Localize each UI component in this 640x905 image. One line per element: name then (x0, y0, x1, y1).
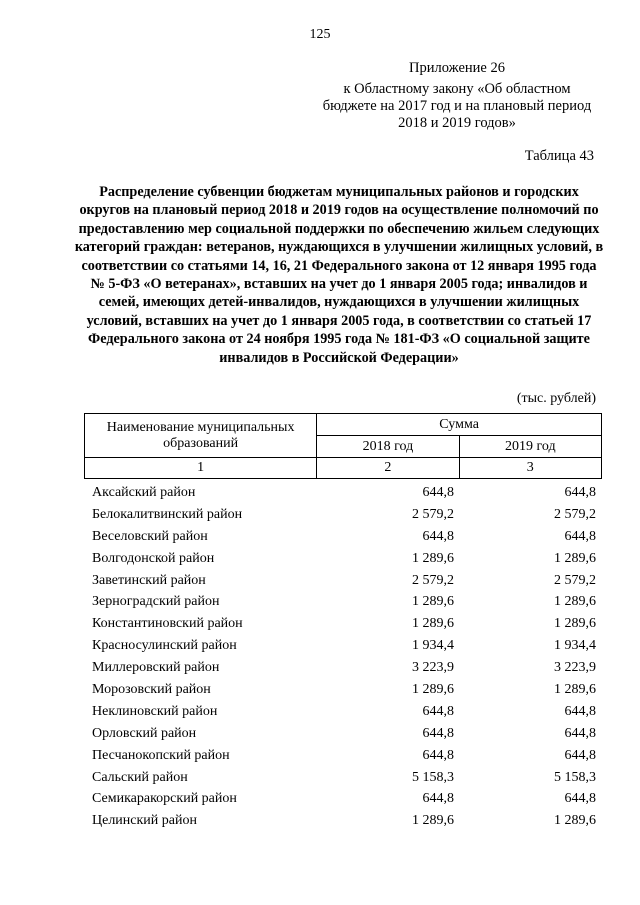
value-2018: 2 579,2 (412, 572, 454, 588)
table-row (84, 701, 602, 723)
value-2019: 644,8 (564, 528, 596, 544)
column-header-sum: Сумма (317, 414, 602, 436)
value-2019: 1 934,4 (554, 638, 596, 654)
district-name: Семикаракорский район (92, 791, 237, 807)
column-number-3: 3 (459, 458, 601, 479)
table-row (84, 788, 602, 810)
document-heading: Распределение субвенции бюджетам муниципальных районов и городских округов на плановый период 2018 и 2019 годов на осуществление полномочий по предоставлению мер социальной поддержки по обеспечению жильем следующих категорий граждан: ветеранов, нуждающихся в улучшении жилищных условий, в соответствии со статьями 14, 16, 21 Федерального закона от 12 января 1995 года № 5-ФЗ «О ветеранах», вставших на учет до 1 января 2005 года; инвалидов и семей, имеющих детей-инвалидов, нуждающихся в улучшении жилищных условий, вставших на учет до 1 января 2005 года, в соответствии со статьей 17 Федерального закона от 24 ноября 1995 года № 181-ФЗ «О социальной защите инвалидов в Российской Федерации» (74, 184, 604, 366)
table-row (84, 504, 602, 526)
value-2019: 644,8 (564, 725, 596, 741)
district-name: Белокалитвинский район (92, 506, 243, 522)
value-2018: 1 934,4 (412, 638, 454, 654)
district-name: Морозовский район (92, 681, 211, 697)
district-name: Песчанокопский район (92, 747, 230, 763)
table-row (84, 635, 602, 657)
table-row (84, 526, 602, 548)
table-row (84, 767, 602, 789)
district-name: Константиновский район (92, 616, 243, 632)
column-header-name: Наименование муниципальных образований (85, 414, 317, 458)
value-2019: 3 223,9 (554, 660, 596, 676)
units-label: (тыс. рублей) (516, 391, 596, 406)
table-body (84, 482, 602, 832)
value-2019: 644,8 (564, 703, 596, 719)
value-2019: 1 289,6 (554, 594, 596, 610)
table-row (84, 613, 602, 635)
district-name: Веселовский район (92, 528, 208, 544)
district-name: Неклиновский район (92, 703, 218, 719)
table-row (84, 482, 602, 504)
district-name: Орловский район (92, 725, 197, 741)
value-2018: 1 289,6 (412, 681, 454, 697)
value-2019: 1 289,6 (554, 681, 596, 697)
table-row (84, 657, 602, 679)
value-2018: 644,8 (422, 725, 454, 741)
value-2018: 1 289,6 (412, 616, 454, 632)
value-2018: 1 289,6 (412, 813, 454, 829)
table-row (84, 679, 602, 701)
district-name: Заветинский район (92, 572, 206, 588)
value-2019: 644,8 (564, 484, 596, 500)
value-2018: 644,8 (422, 703, 454, 719)
appendix-text: к Областному закону «Об областном бюджете на 2017 год и на плановый период 2018 и 2019 годов» (322, 81, 592, 131)
table-row (84, 570, 602, 592)
value-2019: 644,8 (564, 747, 596, 763)
table-header (84, 413, 602, 479)
value-2019: 2 579,2 (554, 506, 596, 522)
table-row (84, 548, 602, 570)
table-row (84, 591, 602, 613)
value-2018: 644,8 (422, 528, 454, 544)
value-2018: 644,8 (422, 791, 454, 807)
value-2019: 5 158,3 (554, 769, 596, 785)
column-number-1: 1 (85, 458, 317, 479)
value-2019: 1 289,6 (554, 616, 596, 632)
value-2018: 644,8 (422, 484, 454, 500)
district-name: Волгодонской район (92, 550, 215, 566)
value-2019: 644,8 (564, 791, 596, 807)
table-row (84, 745, 602, 767)
column-header-2018: 2018 год (317, 436, 459, 458)
value-2018: 1 289,6 (412, 594, 454, 610)
value-2018: 644,8 (422, 747, 454, 763)
page-number: 125 (309, 27, 331, 42)
table-number: Таблица 43 (524, 148, 594, 164)
appendix-block (322, 60, 592, 132)
district-name: Зерноградский район (92, 594, 220, 610)
value-2019: 1 289,6 (554, 813, 596, 829)
district-name: Миллеровский район (92, 660, 220, 676)
district-name: Красносулинский район (92, 638, 237, 654)
column-header-2019: 2019 год (459, 436, 601, 458)
district-name: Аксайский район (92, 484, 196, 500)
appendix-title: Приложение 26 (409, 60, 505, 76)
value-2018: 1 289,6 (412, 550, 454, 566)
value-2019: 2 579,2 (554, 572, 596, 588)
district-name: Сальский район (92, 769, 188, 785)
table-row (84, 723, 602, 745)
column-number-2: 2 (317, 458, 459, 479)
value-2018: 2 579,2 (412, 506, 454, 522)
value-2018: 3 223,9 (412, 660, 454, 676)
table-row (84, 810, 602, 832)
value-2018: 5 158,3 (412, 769, 454, 785)
district-name: Целинский район (92, 813, 197, 829)
value-2019: 1 289,6 (554, 550, 596, 566)
